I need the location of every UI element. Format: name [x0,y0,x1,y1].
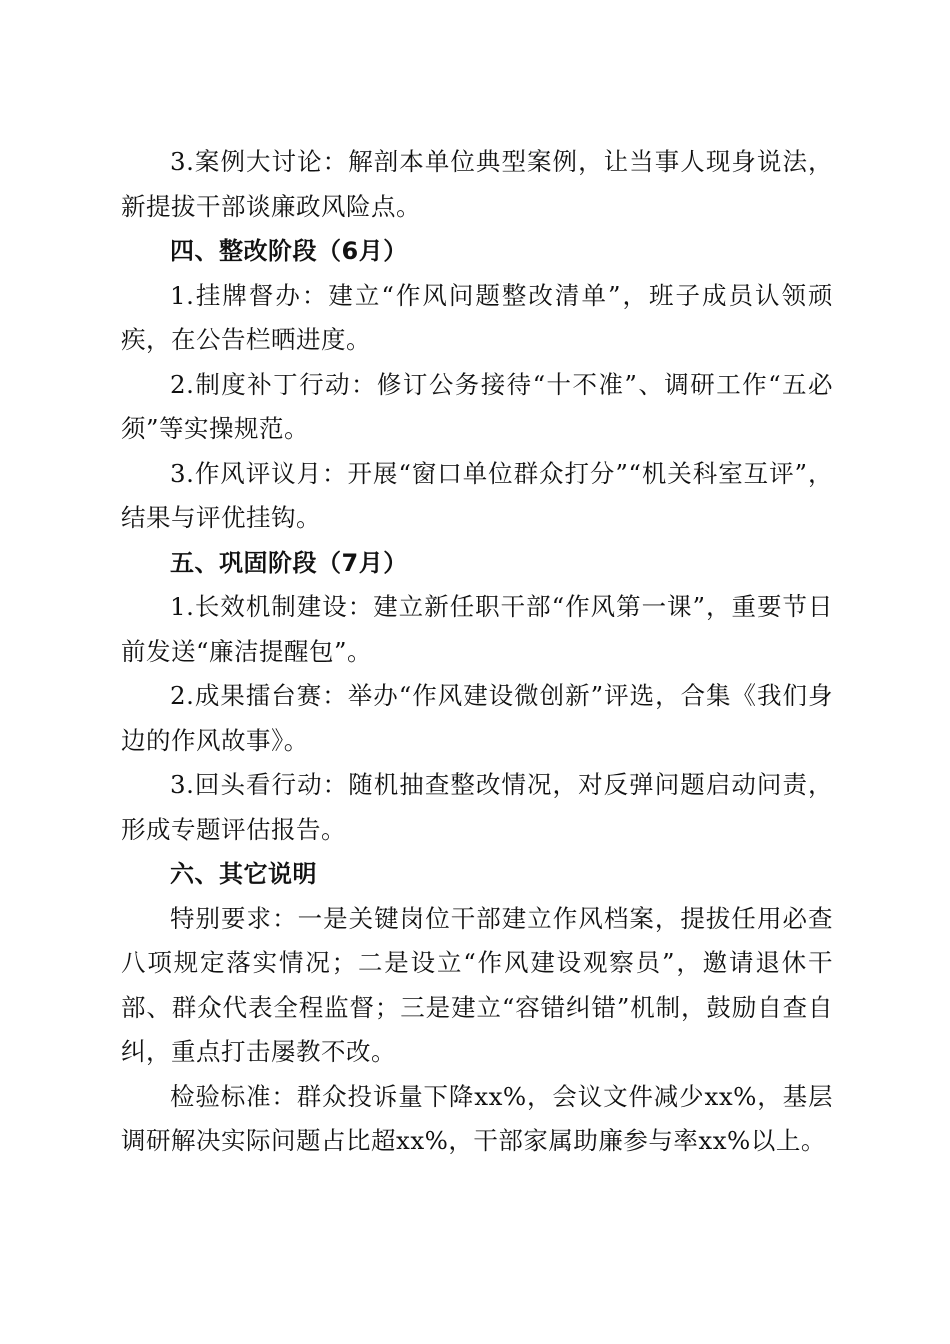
paragraph-special-requirements: 特别要求：一是关键岗位干部建立作风档案，提拔任用必查八项规定落实情况；二是设立“作风建设观察员”，邀请退休干部、群众代表全程监督；三是建立“容错纠错”机制，鼓励自查自纠，重点打击屡教不改。 [121,903,833,1066]
paragraph-case-discussion: 3.案例大讨论：解剖本单位典型案例，让当事人现身说法，新提拔干部谈廉政风险点。 [121,147,833,221]
document-page [121,140,833,1164]
paragraph-system-patch: 2.制度补丁行动：修订公务接待“十不准”、调研工作“五必须”等实操规范。 [121,369,833,443]
heading-rectification-stage: 四、整改阶段（6月） [170,237,408,265]
paragraph-long-term-mechanism: 1.长效机制建设：建立新任职干部“作风第一课”，重要节日前发送“廉洁提醒包”。 [121,592,833,666]
paragraph-look-back-action: 3.回头看行动：随机抽查整改情况，对反弹问题启动问责，形成专题评估报告。 [121,770,833,844]
paragraph-style-review-month: 3.作风评议月：开展“窗口单位群众打分”“机关科室互评”，结果与评优挂钩。 [121,458,833,532]
heading-other-notes: 六、其它说明 [170,860,317,888]
paragraph-inspection-standards: 检验标准：群众投诉量下降xx%，会议文件减少xx%，基层调研解决实际问题占比超xx%，干部家属助廉参与率xx%以上。 [121,1081,833,1155]
heading-consolidation-stage: 五、巩固阶段（7月） [170,548,408,577]
paragraph-listed-supervision: 1.挂牌督办：建立“作风问题整改清单”，班子成员认领顽疾，在公告栏晒进度。 [121,280,833,354]
paragraph-achievement-contest: 2.成果擂台赛：举办“作风建设微创新”评选，合集《我们身边的作风故事》。 [121,681,833,755]
